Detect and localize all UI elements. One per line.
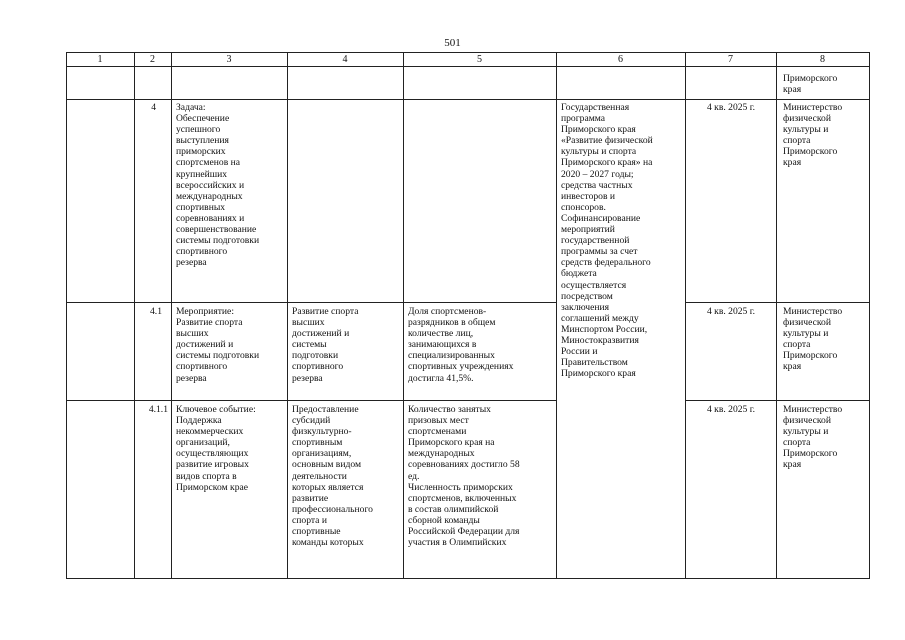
row-number: 4.1 [150, 306, 162, 317]
table-rule [134, 52, 135, 579]
table-rule [556, 52, 557, 579]
table-rule [66, 66, 870, 67]
column-header-8: 8 [820, 54, 825, 65]
funding-source-cell [561, 102, 682, 572]
table-rule [685, 52, 686, 579]
table-rule [685, 302, 870, 303]
responsible-text: Министерство физической культуры и спорта Приморского края [783, 306, 843, 373]
table-rule [403, 52, 404, 579]
responsible-text: Министерство физической культуры и спорта Приморского края [783, 404, 843, 471]
responsible-cell [783, 306, 866, 373]
responsible-cell [783, 102, 866, 169]
table-rule [66, 302, 556, 303]
table-rule [685, 400, 870, 401]
table-rule [287, 52, 288, 579]
responsible-cell: Приморского края [783, 73, 838, 96]
result-cell [408, 306, 551, 384]
key-event-result-cell [408, 404, 551, 578]
responsible-cell [783, 404, 866, 471]
table-rule [171, 52, 172, 579]
row-number: 4 [151, 102, 156, 113]
column-header-5: 5 [477, 54, 482, 65]
column-header-7: 7 [728, 54, 733, 65]
column-header-1: 1 [97, 54, 103, 65]
event-name-text: Мероприятие: Развитие спорта высших достижений и системы подготовки спортивного резерва [176, 306, 260, 384]
column-header-2: 2 [150, 54, 155, 65]
event-description-text: Развитие спорта высших достижений и системы подготовки спортивного резерва [292, 306, 359, 384]
key-event-name-cell [176, 404, 283, 493]
result-text: Доля спортсменов- разрядников в общем количестве лиц, занимающихся в специализированных спортивных учреждениях достигла 41,5%. [408, 306, 514, 384]
table-rule [66, 400, 556, 401]
page-number: 501 [444, 37, 461, 49]
deadline-cell: 4 кв. 2025 г. [706, 306, 756, 317]
task-name-cell [176, 102, 283, 268]
row-number: 4.1.1 [148, 404, 168, 415]
key-event-description-text: Предоставление субсидий физкультурно- спортивным организациям, основным видом деятельности которых является развитие профессионального спорта и спортивные команды которых [292, 404, 373, 549]
plan-table [66, 52, 870, 579]
table-rule [66, 99, 870, 100]
deadline-cell: 4 кв. 2025 г. [706, 404, 756, 415]
funding-source-text: Государственная программа Приморского края «Развитие физической культуры и спорта Приморского края» на 2020 – 2027 годы; средства частных инвесторов и спонсоров. Софинансирование мероприятий государственной программы за счет средств федерального бюджета осуществляется посредством заключения соглашений между Минспортом России, Миностокразвития России и Правительством Приморского края [561, 102, 653, 380]
deadline-cell: 4 кв. 2025 г. [706, 102, 756, 113]
table-rule [869, 52, 870, 579]
table-rule [66, 52, 67, 579]
task-name-text: Задача: Обеспечение успешного выступления приморских спортсменов на крупнейших всероссийских и международных спортивных соревнованиях и совершенствование системы подготовки спортивного резерва [176, 102, 260, 269]
column-header-3: 3 [226, 54, 232, 65]
table-rule [776, 52, 777, 579]
responsible-text: Министерство физической культуры и спорта Приморского края [783, 102, 843, 169]
event-description-cell [292, 306, 398, 384]
key-event-description-cell [292, 404, 398, 578]
event-name-cell [176, 306, 283, 384]
table-rule [66, 578, 870, 579]
column-header-4: 4 [342, 54, 348, 65]
key-event-result-text: Количество занятых призовых мест спортсменами Приморского края на международных соревнованиях достигло 58 ед. Численность приморских спортсменов, включенных в состав олимпийской сборной команды Российской Федерации для участия в Олимпийских [408, 404, 520, 549]
column-header-6: 6 [618, 54, 623, 65]
key-event-name-text: Ключевое событие: Поддержка некоммерческих организаций, осуществляющих развитие игровых видов спорта в Приморском крае [176, 404, 256, 493]
